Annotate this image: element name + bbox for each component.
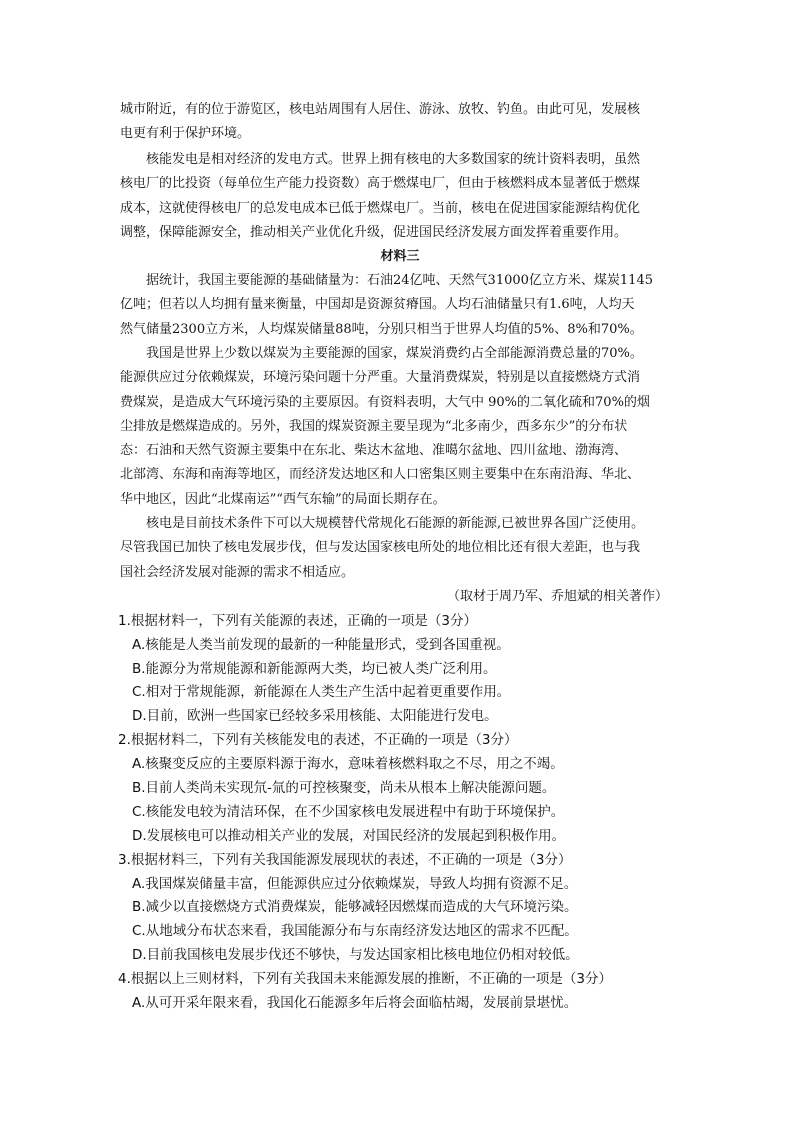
answer-option: B.能源分为常规能源和新能源两大类，均已被人类广泛利用。 (132, 661, 497, 677)
text-line: 亿吨；但若以人均拥有量来衡量，中国却是资源贫瘠国。人均石油储量只有1.6吨，人均天 (120, 297, 635, 312)
section-title: 材料三 (380, 249, 420, 264)
text-line: 态：石油和天然气资源主要集中在东北、柴达木盆地、准噶尔盆地、四川盆地、渤海湾、 (120, 443, 628, 458)
text-line: 据统计，我国主要能源的基础储量为：石油24亿吨、天然气31000亿立方米、煤炭1145 (146, 273, 653, 288)
question-stem: 1.根据材料一，下列有关能源的表述，正确的一项是（3分） (118, 613, 477, 629)
text-line: 北部湾、东海和南海等地区，而经济发达地区和人口密集区则主要集中在东南沿海、华北、 (120, 467, 641, 482)
answer-option: C.从地域分布状态来看，我国能源分布与东南经济发达地区的需求不匹配。 (132, 923, 578, 939)
text-line: 调整，保障能源安全，推动相关产业优化升级，促进国民经济发展方面发挥着重要作用。 (120, 225, 628, 240)
answer-option: D.目前我国核电发展步伐还不够快，与发达国家相比核电地位仍相对较低。 (132, 947, 579, 963)
answer-option: D.目前，欧洲一些国家已经较多采用核能、太阳能进行发电。 (132, 708, 498, 724)
question-stem: 3.根据材料三，下列有关我国能源发展现状的表述，不正确的一项是（3分） (118, 852, 572, 868)
answer-option: A.从可开采年限来看，我国化石能源多年后将会面临枯竭，发展前景堪忧。 (132, 995, 578, 1011)
text-line: 华中地区，因此“北煤南运”“西气东输”的局面长期存在。 (120, 492, 446, 507)
text-line: 核电厂的比投资（每单位生产能力投资数）高于燃煤电厂，但由于核燃料成本显著低于燃煤 (120, 176, 641, 191)
answer-option: A.核能是人类当前发现的最新的一种能量形式，受到各国重视。 (132, 637, 510, 653)
text-line: 成本，这就使得核电厂的总发电成本已低于燃煤电厂。当前，核电在促进国家能源结构优化 (120, 201, 641, 216)
text-line: 城市附近，有的位于游览区，核电站周围有人居住、游泳、放牧、钓鱼。由此可见，发展核 (120, 102, 641, 117)
text-line: 能源供应过分依赖煤炭，环境污染问题十分严重。大量消费煤炭，特别是以直接燃烧方式消 (120, 370, 641, 385)
answer-option: C.相对于常规能源，新能源在人类生产生活中起着更重要作用。 (132, 684, 511, 700)
answer-option: A.核聚变反应的主要原料源于海水，意味着核燃料取之不尽，用之不竭。 (132, 756, 564, 772)
text-line: 然气储量2300立方米，人均煤炭储量88吨，分别只相当于世界人均值的5%、8%和70%。 (120, 322, 643, 337)
text-line: 费煤炭，是造成大气环境污染的主要原因。有资料表明，大气中 90%的二氧化硫和70%的烟 (120, 395, 650, 410)
text-line: 尘排放是燃煤造成的。另外，我国的煤炭资源主要呈现为“北多南少，西多东少”的分布状 (120, 419, 628, 434)
text-line: 电更有利于保护环境。 (120, 126, 251, 141)
source-citation: （取材于周乃军、乔旭斌的相关著作） (446, 589, 668, 604)
answer-option: B.减少以直接燃烧方式消费煤炭，能够减轻因燃煤而造成的大气环境污染。 (132, 899, 578, 915)
text-line: 核能发电是相对经济的发电方式。世界上拥有核电的大多数国家的统计资料表明，虽然 (146, 152, 641, 167)
text-line: 我国是世界上少数以煤炭为主要能源的国家，煤炭消费约占全部能源消费总量的70%。 (146, 346, 643, 361)
answer-option: B.目前人类尚未实现氘-氚的可控核聚变，尚未从根本上解决能源问题。 (132, 780, 556, 796)
text-line: 尽管我国已加快了核电发展步伐，但与发达国家核电所处的地位相比还有很大差距，也与我 (120, 540, 641, 555)
text-line: 国社会经济发展对能源的需求不相适应。 (120, 565, 355, 580)
answer-option: A.我国煤炭储量丰富，但能源供应过分依赖煤炭，导致人均拥有资源不足。 (132, 876, 578, 892)
text-line: 核电是目前技术条件下可以大规模替代常规化石能源的新能源,已被世界各国广泛使用。 (146, 516, 645, 531)
question-stem: 4.根据以上三则材料，下列有关我国未来能源发展的推断，不正确的一项是（3分） (118, 971, 612, 987)
answer-option: C.核能发电较为清洁环保，在不少国家核电发展进程中有助于环境保护。 (132, 804, 565, 820)
question-stem: 2.根据材料二，下列有关核能发电的表述，不正确的一项是（3分） (118, 732, 518, 748)
answer-option: D.发展核电可以推动相关产业的发展，对国民经济的发展起到积极作用。 (132, 828, 566, 844)
